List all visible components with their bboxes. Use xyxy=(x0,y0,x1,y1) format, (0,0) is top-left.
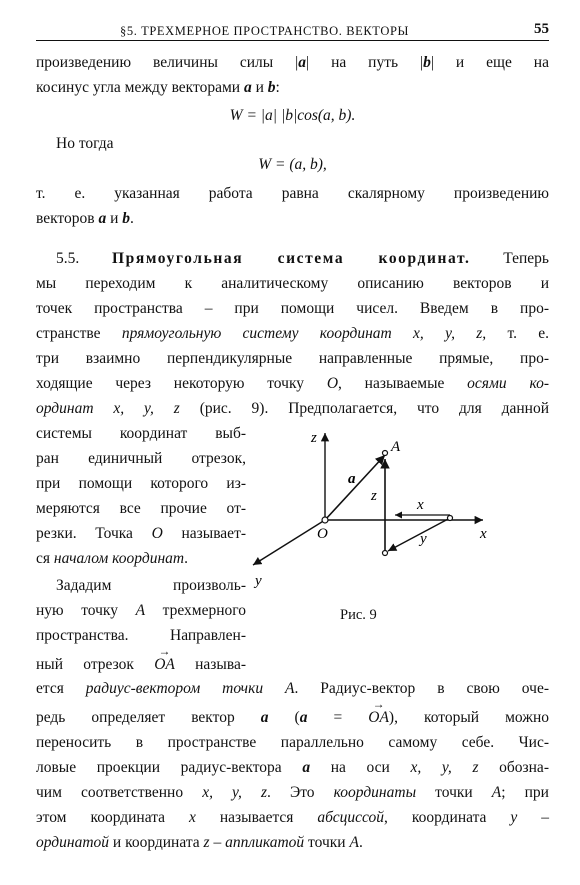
text-line: ординатой и координата z – аппликатой точки A. xyxy=(36,834,363,851)
text-line: меряются все прочие от- xyxy=(36,500,246,517)
coordinate-axes-figure xyxy=(245,425,495,605)
formula-work-scalar: W = (a, b), xyxy=(258,156,327,173)
vector-a-label: a xyxy=(348,471,356,487)
text-line: точек пространства – при помощи чисел. Введем в про- xyxy=(36,300,549,317)
text-line: ординат x, y, z (рис. 9). Предполагается, что для данной xyxy=(36,400,549,417)
x-point xyxy=(448,516,453,521)
y-axis xyxy=(253,520,325,565)
text-line: чим соответственно x, y, z. Это координаты точки A; при xyxy=(36,784,549,801)
text-line: произведению величины силы |a| на путь |b| и еще на xyxy=(36,54,549,71)
y-axis-label: y xyxy=(255,573,262,589)
header-title: §5. ТРЕХМЕРНОЕ ПРОСТРАНСТВО. ВЕКТОРЫ xyxy=(120,24,410,38)
text-line: косинус угла между векторами a и b: xyxy=(36,79,280,96)
text-line: ется радиус-вектором точки A. Радиус-вектор в свою оче- xyxy=(36,680,549,697)
text-line: редь определяет вектор a (a = → OA), который можно xyxy=(36,705,549,730)
text-line: векторов a и b. xyxy=(36,210,134,227)
text-line: три взаимно перпендикулярные направленные прямые, про- xyxy=(36,350,549,367)
text-line: Зададим произволь- xyxy=(56,577,246,594)
formula-work-cos: W = |a| |b|cos(a, b). xyxy=(229,107,356,124)
section-heading: 5.5. Прямоугольная система координат. Теперь xyxy=(56,250,549,267)
x-axis-label: x xyxy=(480,526,487,542)
text-line: системы координат выб- xyxy=(36,425,246,442)
x-coordinate-label: x xyxy=(417,497,424,513)
text-line: ную точку A трехмерного xyxy=(36,602,246,619)
base-point xyxy=(383,551,388,556)
text-line: при помощи которого из- xyxy=(36,475,246,492)
text-line: Но тогда xyxy=(56,135,114,152)
text-line: странстве прямоугольную систему координат x, y, z, т. е. xyxy=(36,325,549,342)
point-a xyxy=(383,451,388,456)
text-line: этом координата x называется абсциссой, координата y – xyxy=(36,809,550,826)
page-number: 55 xyxy=(534,21,549,37)
origin-point xyxy=(322,517,328,523)
text-line: ловые проекции радиус-вектора a на оси x, y, z обозна- xyxy=(36,759,549,776)
running-header xyxy=(36,14,549,41)
text-line: переносить в пространстве параллельно самому себе. Чис- xyxy=(36,734,549,751)
text-line: резки. Точка O называет- xyxy=(36,525,246,542)
z-coordinate-label: z xyxy=(371,488,377,504)
text-line: ный отрезок → OA называ- xyxy=(36,652,246,677)
text-line: т. е. указанная работа равна скалярному произведению xyxy=(36,185,549,202)
origin-label: O xyxy=(317,526,328,542)
text-line: пространства. Направлен- xyxy=(36,627,246,644)
text-line: ран единичный отрезок, xyxy=(36,450,246,467)
text-line: ходящие через некоторую точку O, называемые осями ко- xyxy=(36,375,550,392)
y-projection-arrow xyxy=(388,518,450,551)
text-line: ся началом координат. xyxy=(36,550,188,567)
y-coordinate-label: y xyxy=(420,531,427,547)
text-line: мы переходим к аналитическому описанию векторов и xyxy=(36,275,549,292)
figure-caption: Рис. 9 xyxy=(340,607,377,623)
point-a-label: A xyxy=(391,439,401,455)
z-axis-label: z xyxy=(311,430,317,446)
